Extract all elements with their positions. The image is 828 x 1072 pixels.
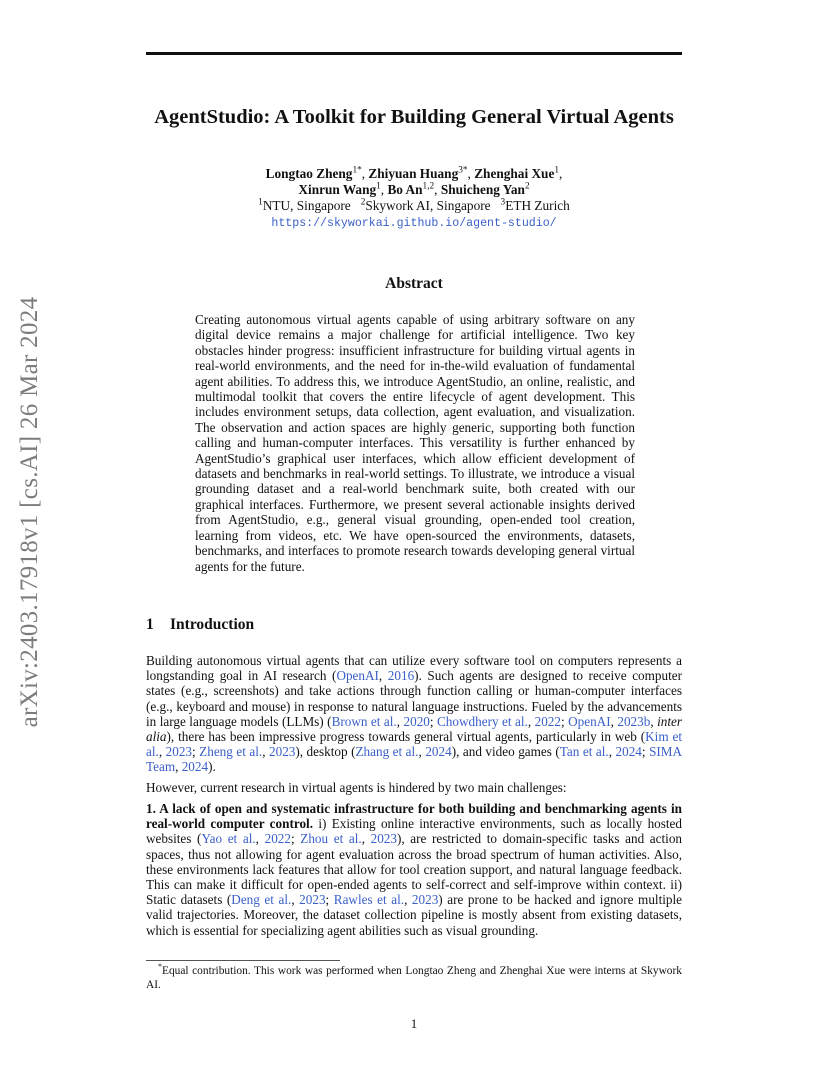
author-name: Longtao Zheng	[265, 166, 353, 181]
citation-link[interactable]: Chowdhery et al.	[437, 713, 528, 729]
author-name: Shuicheng Yan	[440, 182, 525, 197]
citation-link[interactable]: 2024	[425, 744, 452, 760]
citation-link[interactable]: Tan et al.	[559, 744, 609, 760]
text-run: ), are restricted to domain-specific tasks and action spaces, thus not allowing for agent evaluation across the broad spectrum of human activities. Also, these environments lack features that allow for tool creation support, and natural language feedback. This can make it difficult for open-ended agents to self-correct and self-improve within context. ii) Static datasets (	[146, 831, 683, 908]
footnote-text: Equal contribution. This work was performed when Longtao Zheng and Zhenghai Xue were interns at Skywork AI.	[146, 965, 682, 991]
citation-link[interactable]: 2024	[615, 744, 642, 760]
citation-link[interactable]: Zhang et al.	[355, 744, 419, 760]
affiliations	[146, 198, 682, 214]
citation-link[interactable]: OpenAI	[336, 668, 379, 684]
text-run: ). Such agents are designed to receive computer states (e.g., screenshots) and take actions through function calling or human-computer interfaces (e.g., keyboard and mouse) in response to natural language instructions. Fueled by the advancements in large language models (LLMs) (	[146, 668, 682, 729]
text-run: ).	[208, 759, 216, 775]
citation-link[interactable]: SIMA Team	[146, 744, 683, 775]
author-sup: 2	[524, 181, 530, 192]
section-heading	[146, 616, 254, 634]
text-run: ), desktop (	[295, 744, 356, 760]
page-number: 1	[410, 1016, 418, 1031]
abstract-heading: Abstract	[385, 275, 443, 292]
footnote-mark: *	[158, 962, 162, 972]
emphasis: inter alia	[146, 713, 683, 745]
author-line-2: Xinrun Wang$^1$, Bo An$^{1,2}$, Shuicheng Yan$^2$	[298, 181, 530, 197]
citation-link[interactable]: 2024	[181, 759, 209, 775]
citation-link[interactable]: Brown et al.	[331, 713, 397, 729]
author-name: Xinrun Wang	[298, 182, 377, 197]
intro-paragraph: Building autonomous virtual agents that can utilize every software tool on computers represents a longstanding goal in AI research (OpenAI, 2016). Such agents are designed to receive computer states (e.g., screenshots) and take actions through function calling or human-computer interfaces (e.g., keyboard and mouse) in response to natural language instructions. Fueled by the advancements in large language models (LLMs) (Brown et al., 2020; Chowdhery et al., 2022; OpenAI, 2023b, inter alia), there has been impressive progress towards general virtual agents, particularly in web (Kim et al., 2023; Zheng et al., 2023), desktop (Zhang et al., 2024), and video games (Tan et al., 2024; SIMA Team, 2024).	[146, 653, 683, 775]
text-run: ), there has been impressive progress towards general virtual agents, particularly in web (	[166, 729, 646, 745]
citation-link[interactable]: 2022	[264, 831, 291, 847]
citation-link[interactable]: 2016	[387, 668, 415, 684]
text-run: ) are prone to be hacked and ignore multiple valid trajectories. Moreover, the dataset collection pipeline is mostly absent from existing datasets, which is essential for specializing agent abilities such as visual grounding.	[146, 892, 683, 938]
arxiv-identifier	[12, 292, 48, 732]
citation-link[interactable]: 2022	[534, 713, 561, 729]
affil-sup: 1	[258, 197, 263, 208]
abstract-body: Creating autonomous virtual agents capable of using arbitrary software on any digital device remains a major challenge for artificial intelligence. Two key obstacles hinder progress: insufficient infrastructure for building virtual agents in real-world environments, and the need for in-the-wild evaluation of fundamental agent abilities. To address this, we introduce AgentStudio, an online, realistic, and multimodal toolkit that covers the entire lifecycle of agent development. This includes environment setups, data collection, agent evaluation, and visualization. The observation and action spaces are highly generic, supporting both function calling and human-computer interfaces. This versatility is further enhanced by AgentStudio’s graphical user interfaces, which allow efficient development of datasets and benchmarks in real-world settings. To illustrate, we introduce a visual grounding dataset and a real-world benchmark suite, both created with our graphical interfaces. Furthermore, we present several actionable insights derived from AgentStudio, e.g., general visual grounding, open-ended tool creation, learning from videos, etc. We have open-sourced the environments, datasets, benchmarks, and interfaces to promote research towards developing general virtual agents for the future.	[195, 312, 635, 574]
section-title: Introduction	[170, 616, 255, 633]
section-number: 1	[146, 616, 154, 633]
citation-link[interactable]: 2020	[403, 713, 430, 729]
citation-link[interactable]: 2023	[165, 744, 192, 760]
citation-link[interactable]: 2023	[299, 892, 326, 908]
citation-link[interactable]: Rawles et al.	[333, 892, 405, 908]
citation-link[interactable]: 2023	[411, 892, 439, 908]
affiliation: ETH Zurich	[505, 198, 570, 213]
citation-link[interactable]: Yao et al.	[201, 831, 256, 847]
affiliation: NTU, Singapore	[262, 198, 351, 213]
challenge-paragraph: 1. A lack of open and systematic infrastructure for both building and benchmarking agents in real-world computer control. i) Existing online interactive environments, such as locally hosted websites (Yao et al., 2022; Zhou et al., 2023), are restricted to domain-specific tasks and action spaces, thus not allowing for agent evaluation across the broad spectrum of human activities. Also, these environments lack features that allow for tool creation support, and natural language feedback. This can make it difficult for open-ended agents to self-correct and self-improve within context. ii) Static datasets (Deng et al., 2023; Rawles et al., 2023) are prone to be hacked and ignore multiple valid trajectories. Moreover, the dataset collection pipeline is mostly absent from existing datasets, which is essential for specializing agent abilities such as visual grounding.	[146, 801, 683, 938]
footnote	[146, 964, 682, 992]
author-sup: 3*	[458, 165, 468, 176]
challenge-lead: 1. A lack of open and systematic infrastructure for both building and benchmarking agents in real-world computer control.	[146, 801, 682, 832]
citation-link[interactable]: Zhou et al.	[300, 831, 362, 847]
author-sup: 1	[554, 165, 560, 176]
affiliation: Skywork AI, Singapore	[365, 198, 491, 213]
citation-link[interactable]: Zheng et al.	[199, 744, 263, 760]
footnote-rule	[146, 960, 340, 961]
author-sup: 1,2	[422, 181, 435, 192]
affil-sup: 3	[500, 197, 506, 208]
author-line-1: Longtao Zheng$^{1*}$, Zhiyuan Huang$^{3*}$, Zhenghai Xue$^1$,	[265, 165, 563, 181]
citation-link[interactable]: 2023	[370, 831, 397, 847]
text-run: i) Existing online interactive environments, such as locally hosted websites (	[146, 816, 682, 847]
citation-link[interactable]: Deng et al.	[231, 892, 292, 908]
affil-sup: 2	[360, 197, 366, 208]
citation-link[interactable]: 2023b	[617, 713, 651, 729]
top-rule	[146, 52, 682, 55]
project-url-link[interactable]: https://skyworkai.github.io/agent-studio/	[271, 217, 557, 230]
citation-link[interactable]: OpenAI	[568, 713, 611, 729]
challenge-intro-paragraph: However, current research in virtual agents is hindered by two main challenges:	[146, 780, 567, 795]
citation-link[interactable]: 2023	[269, 744, 296, 760]
author-name: Zhiyuan Huang	[368, 166, 459, 181]
author-name: Zhenghai Xue	[474, 166, 555, 181]
author-name: Bo An	[387, 182, 423, 197]
text-run: ), and video games (	[451, 744, 560, 760]
text-run: Building autonomous virtual agents that can utilize every software tool on computers represents a longstanding goal in AI research (	[146, 653, 682, 684]
author-sup: 1*	[352, 165, 362, 176]
paper-title: AgentStudio: A Toolkit for Building General Virtual Agents	[154, 106, 674, 128]
citation-link[interactable]: Kim et al.	[146, 729, 683, 760]
author-sup: 1	[376, 181, 381, 192]
author-block	[146, 166, 682, 232]
arxiv-identifier-text: arXiv:2403.17918v1 [cs.AI] 26 Mar 2024	[16, 296, 43, 728]
